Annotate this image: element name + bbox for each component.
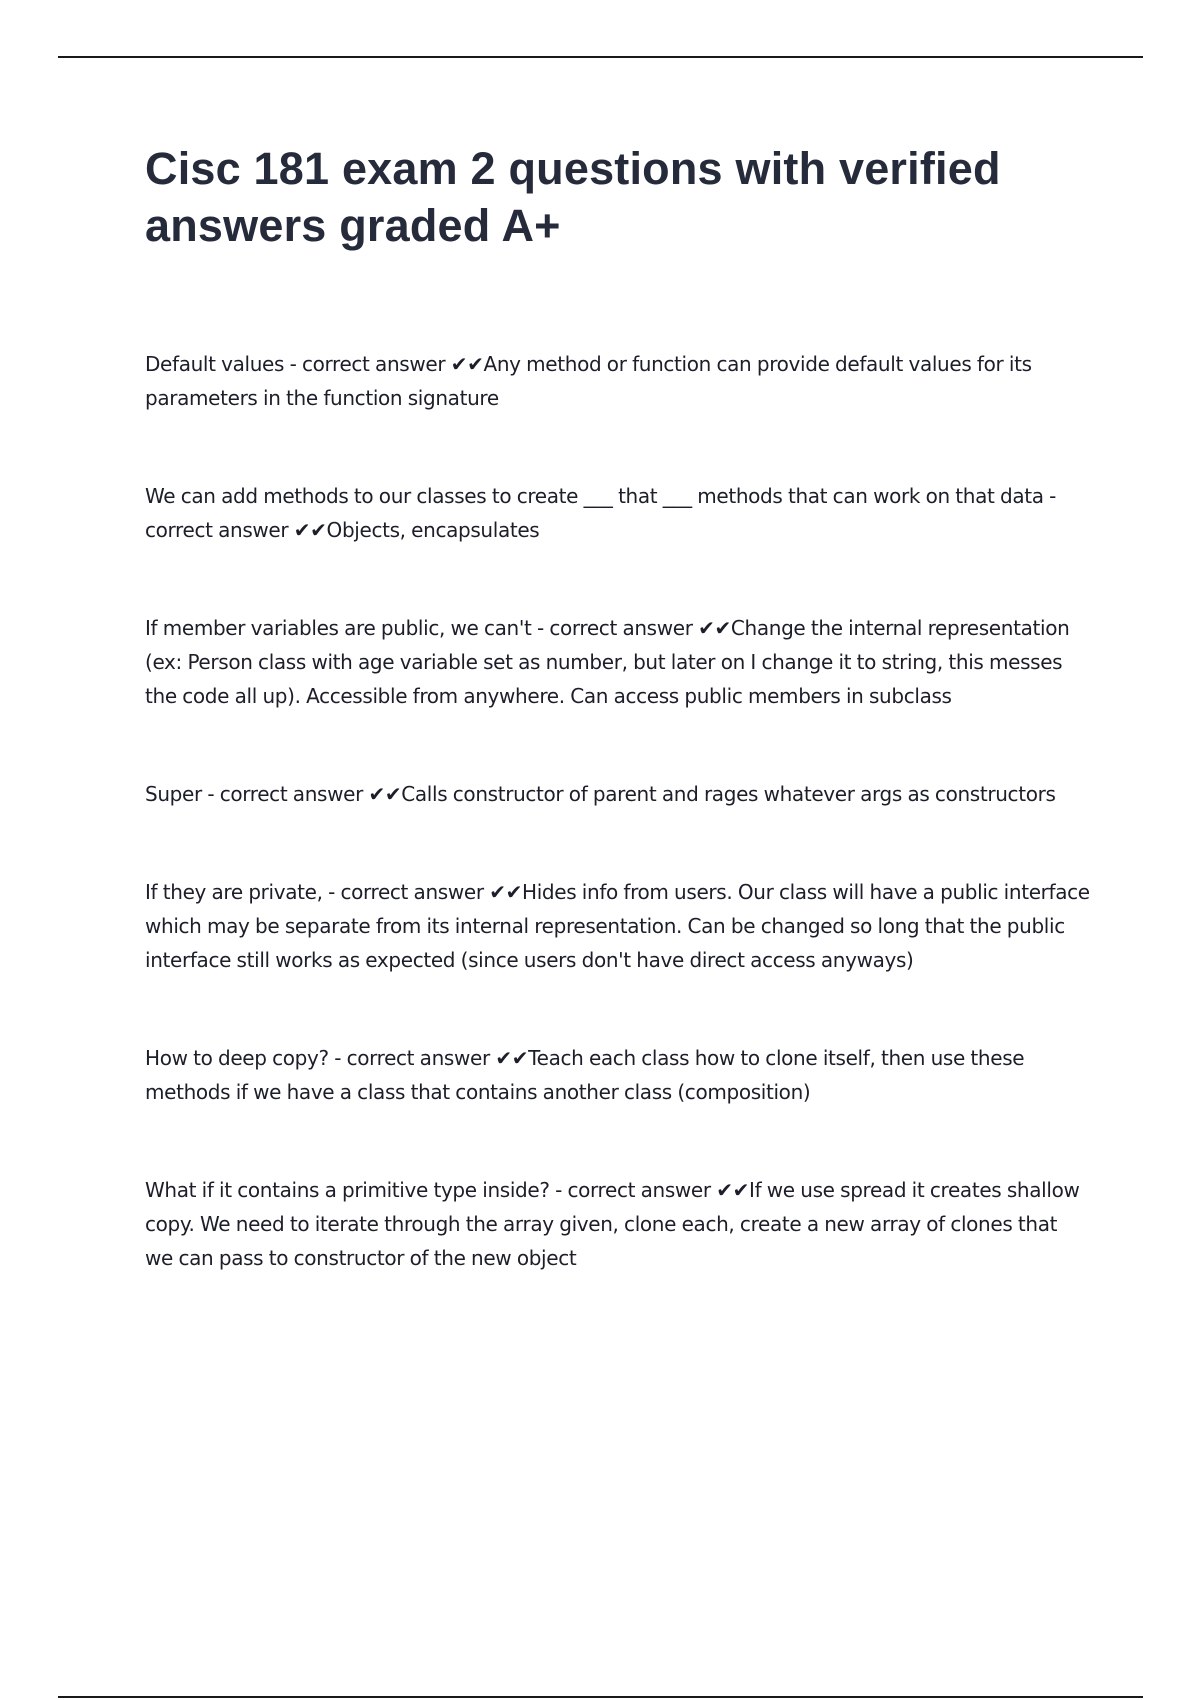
qa-item: If member variables are public, we can't - correct answer ✔✔Change the internal representation (ex: Person class with age variable set as number, but later on I change it to string, this messes the code all up). Accessible from anywhere. Can access public members in subclass [145, 616, 1070, 708]
qa-item: If they are private, - correct answer ✔✔Hides info from users. Our class will have a public interface which may be separate from its internal representation. Can be changed so long that the public interface still works as expected (since users don't have direct access anyways) [145, 880, 1090, 972]
qa-item: We can add methods to our classes to create ___ that ___ methods that can work on that data - correct answer ✔✔Objects, encapsulates [145, 484, 1057, 542]
qa-item: Super - correct answer ✔✔Calls constructor of parent and rages whatever args as constructors [145, 782, 1056, 806]
document-title: Cisc 181 exam 2 questions with verified answers graded A+ [145, 143, 1001, 251]
document-body [145, 140, 1090, 1339]
qa-item: What if it contains a primitive type inside? - correct answer ✔✔If we use spread it creates shallow copy. We need to iterate through the array given, clone each, create a new array of clones that we can pass to constructor of the new object [145, 1178, 1080, 1270]
qa-item: Default values - correct answer ✔✔Any method or function can provide default values for its parameters in the function signature [145, 352, 1032, 410]
qa-item: How to deep copy? - correct answer ✔✔Teach each class how to clone itself, then use these methods if we have a class that contains another class (composition) [145, 1046, 1025, 1104]
top-rule [58, 56, 1143, 58]
bottom-rule [58, 1696, 1143, 1698]
qa-list [145, 347, 1090, 1275]
